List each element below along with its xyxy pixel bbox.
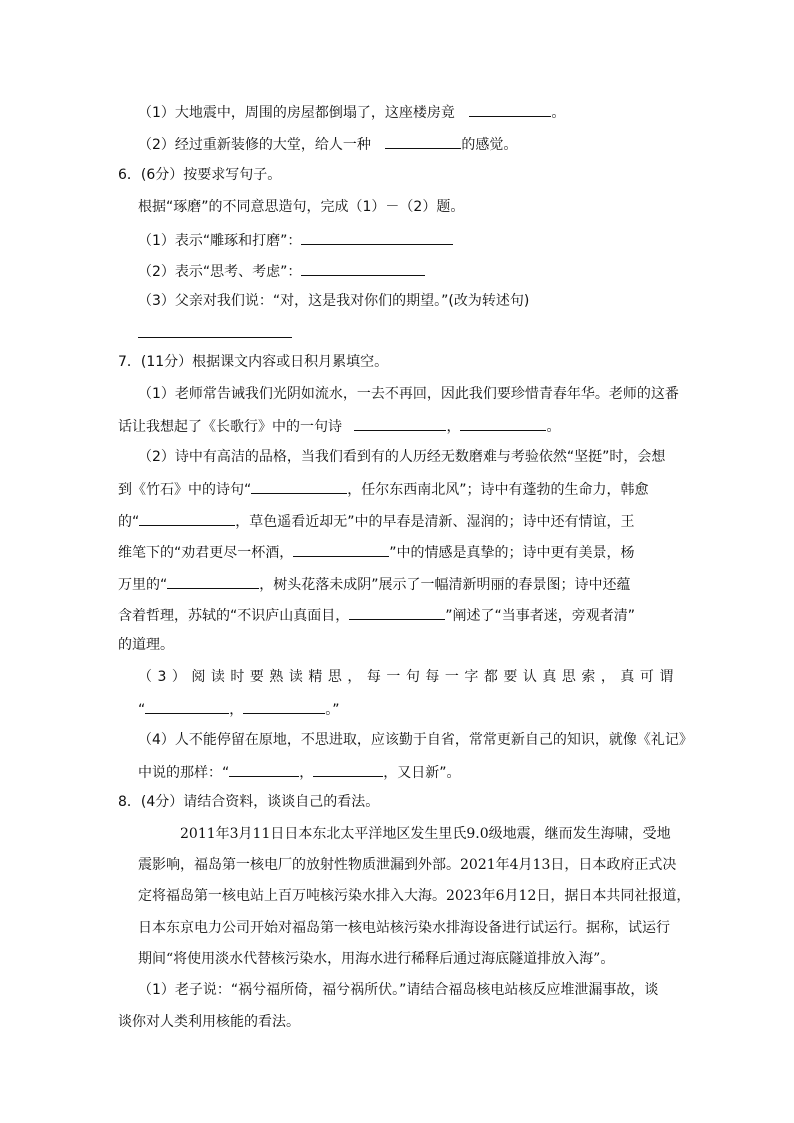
q8-material-line2: 震影响，福岛第一核电厂的放射性物质泄漏到外部。2021年4月13日，日本政府正式决	[138, 857, 677, 873]
q7-p3-line2: “ ， 。”	[138, 698, 340, 720]
answer-blank[interactable]	[167, 573, 259, 589]
q6-header: 6．(6分）按要求写句子。	[118, 167, 282, 183]
q6-item-2: （2）表示“思考、考虑”：	[138, 260, 425, 282]
q8-material-line3: 定将福岛第一核电站上百万吨核污染水排入大海。2023年6月12日，据日本共同社报道，	[138, 888, 691, 904]
answer-blank[interactable]	[138, 322, 292, 338]
q7-p2-line5: 万里的“ ，树头花落未成阴”展示了一幅清新明丽的春景图；诗中还蕴	[118, 573, 631, 595]
answer-blank[interactable]	[139, 510, 235, 526]
q7-p2-line3: 的“ ，草色遥看近却无”中的早春是清新、湿润的；诗中还有情谊，王	[118, 510, 635, 532]
q6-instruction: 根据“琢磨”的不同意思造句，完成（1）－（2）题。	[138, 199, 465, 215]
q7-p2-line2: 到《竹石》中的诗句“ ，任尔东西南北风”；诗中有蓬勃的生命力，韩愈	[118, 478, 649, 500]
q7-p2-line7: 的道理。	[118, 637, 174, 653]
q8-item-1-line1: （1）老子说：“祸兮福所倚，福兮祸所伏。”请结合福岛核电站核反应堆泄漏事故，谈	[138, 982, 659, 998]
answer-blank[interactable]	[243, 698, 325, 714]
answer-blank[interactable]	[354, 415, 446, 431]
answer-blank[interactable]	[301, 260, 425, 276]
answer-blank[interactable]	[313, 761, 383, 777]
q5-sentence-2: （2）经过重新装修的大堂，给人一种 的感觉。	[138, 133, 517, 155]
answer-blank[interactable]	[301, 229, 453, 245]
q7-p4-line2: 中说的那样：“ ， ，又日新”。	[138, 761, 461, 783]
q8-material-line1: 2011年3月11日日本东北太平洋地区发生里氏9.0级地震，继而发生海啸，受地	[180, 826, 671, 842]
q7-p2-line4: 维笔下的“劝君更尽一杯酒， ”中的情感是真挚的；诗中更有美景，杨	[118, 541, 635, 563]
answer-blank[interactable]	[145, 698, 229, 714]
answer-blank[interactable]	[229, 761, 299, 777]
q6-item-1: （1）表示“雕琢和打磨”：	[138, 229, 453, 251]
q8-item-1-line2: 谈你对人类利用核能的看法。	[118, 1014, 300, 1030]
q8-material-line5: 期间“将使用淡水代替核污染水，用海水进行稀释后通过海底隧道排放入海”。	[138, 951, 615, 967]
answer-blank[interactable]	[349, 604, 445, 620]
q6-item-3-answer	[138, 322, 292, 344]
q5-sentence-1: （1）大地震中，周围的房屋都倒塌了，这座楼房竟 。	[138, 101, 565, 123]
answer-blank[interactable]	[293, 541, 389, 557]
q7-p2-line6: 含着哲理，苏轼的“不识庐山真面目， ”阐述了“当事者迷，旁观者清”	[118, 604, 635, 626]
answer-blank[interactable]	[469, 101, 551, 117]
q6-item-3: （3）父亲对我们说：“对，这是我对你们的期望。”(改为转述句)	[138, 293, 530, 309]
answer-blank[interactable]	[251, 478, 347, 494]
q7-p1-line1: （1）老师常告诫我们光阴如流水，一去不再回，因此我们要珍惜青春年华。老师的这番	[138, 386, 679, 402]
q8-material-line4: 日本东京电力公司开始对福岛第一核电站核污染水排海设备进行试运行。据称，试运行	[138, 920, 670, 936]
answer-blank[interactable]	[460, 415, 546, 431]
q7-p4-line1: （4）人不能停留在原地，不思进取，应该勤于自省，常常更新自己的知识，就像《礼记》	[138, 732, 693, 748]
q7-p2-line1: （2）诗中有高洁的品格，当我们看到有的人历经无数磨难与考验依然“坚挺”时，会想	[138, 449, 666, 465]
q7-p3-line1: （3）阅读时要熟读精思，每一句每一字都要认真思索，真可谓	[138, 669, 679, 685]
answer-blank[interactable]	[385, 133, 461, 149]
q8-header: 8．(4分）请结合资料，谈谈自己的看法。	[118, 794, 380, 810]
q7-header: 7．(11分）根据课文内容或日积月累填空。	[118, 354, 389, 370]
q7-p1-line2: 话让我想起了《长歌行》中的一句诗 ， 。	[118, 415, 560, 437]
